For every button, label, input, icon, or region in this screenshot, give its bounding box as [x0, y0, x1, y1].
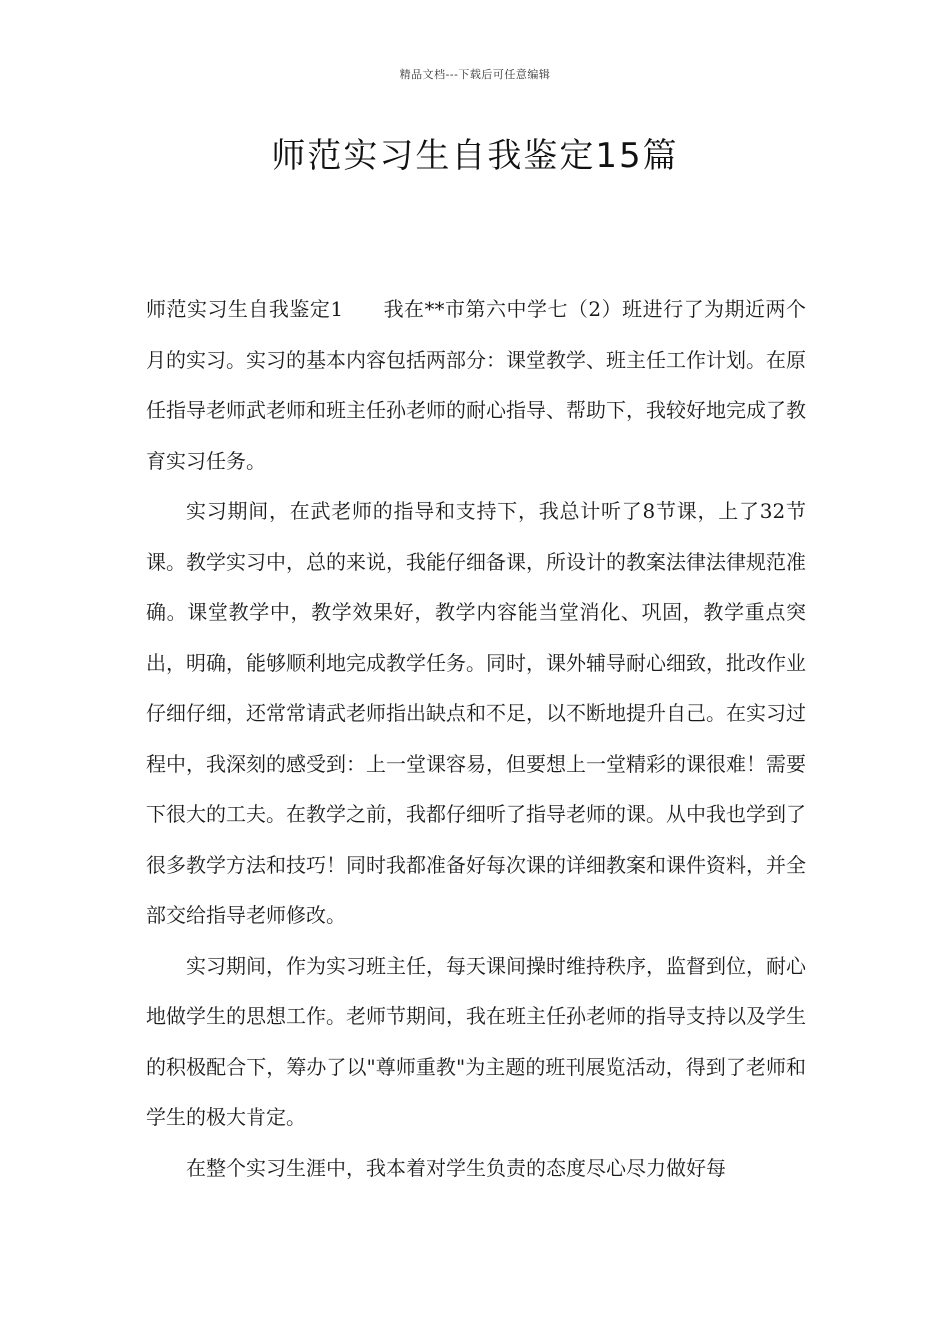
document-title: 师范实习生自我鉴定15篇	[271, 136, 679, 176]
paragraph-summary: 在整个实习生涯中，我本着对学生负责的态度尽心尽力做好每	[186, 1155, 726, 1180]
paragraph-class-teacher: 实习期间，作为实习班主任，每天课间操时维持秩序，监督到位，耐心地做学生的思想工作。老师节期间，我在班主任孙老师的指导支持以及学生的积极配合下，筹办了以"尊师重教"为主题的班刊展览活动，得到了老师和学生的极大肯定。	[146, 953, 806, 1129]
section-subheading: 师范实习生自我鉴定1	[146, 297, 344, 321]
first-paragraph-text: 我在**市第六中学七（2）班进行了为期近两个月的实习。实习的基本内容包括两部分：课堂教学、班主任工作计划。在原任指导老师武老师和班主任孙老师的耐心指导、帮助下，我较好地完成了教育实习任务。	[146, 297, 806, 473]
first-paragraph	[146, 284, 806, 486]
header-note: 精品文档---下载后可任意编辑	[399, 68, 551, 81]
document-body	[146, 284, 806, 1193]
paragraph-teaching: 实习期间，在武老师的指导和支持下，我总计听了8节课，上了32节课。教学实习中，总的来说，我能仔细备课，所设计的教案法律法律规范准确。课堂教学中，教学效果好，教学内容能当堂消化、巩固，教学重点突出，明确，能够顺利地完成教学任务。同时，课外辅导耐心细致，批改作业仔细仔细，还常常请武老师指出缺点和不足，以不断地提升自己。在实习过程中，我深刻的感受到：上一堂课容易，但要想上一堂精彩的课很难！需要下很大的工夫。在教学之前，我都仔细听了指导老师的课。从中我也学到了很多教学方法和技巧！同时我都准备好每次课的详细教案和课件资料，并全部交给指导老师修改。	[146, 499, 806, 927]
